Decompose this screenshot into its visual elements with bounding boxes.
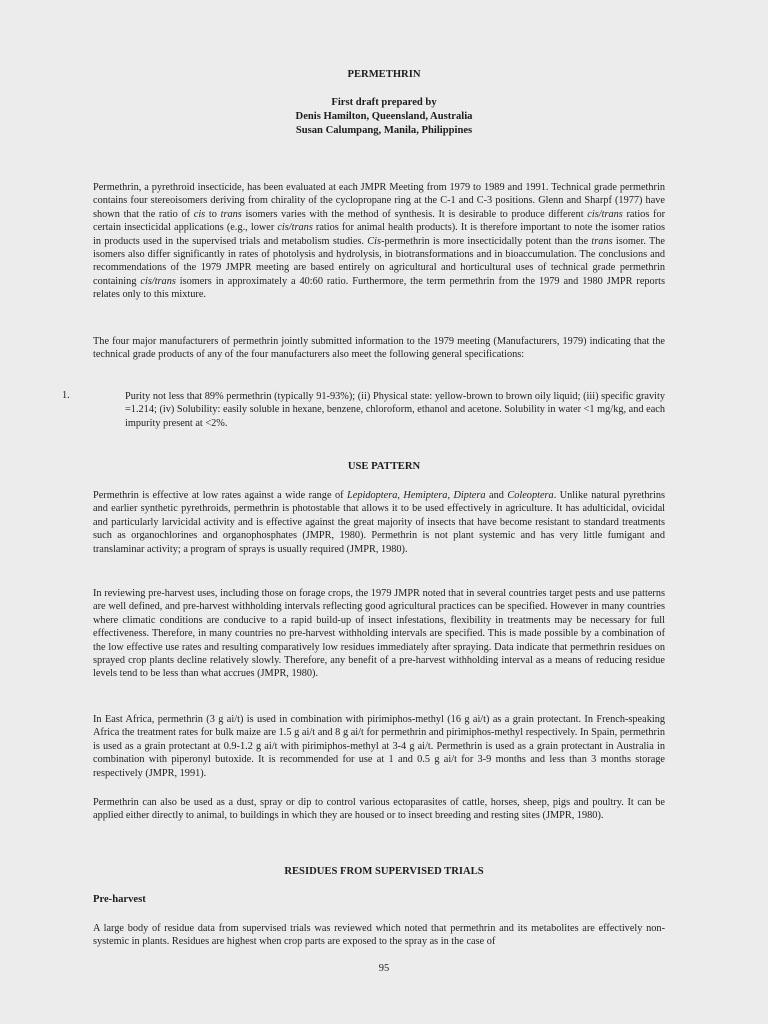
- use-pattern-paragraph-3: In East Africa, permethrin (3 g ai/t) is used in combination with pirimiphos-methyl (16 g ai/t) as a grain protectant. In French-speaking Africa the treatment rates for bulk maize are 1.5 g ai/t and 8 g ai/t for permethrin and pirimiphos-methyl respectively. In Spain, permethrin is used as a grain protectant at 0.9-1.2 g ai/t with pirimiphos-methyl at 3-4 g ai/t. Permethrin is used as a grain protectant in Australia in combination with piperonyl butoxide. It is recommended for use at 1 and 0.5 g ai/t for 3-9 months and less than 3 months storage respectively (JMPR, 1991).: [93, 714, 665, 779]
- residues-paragraph-1: A large body of residue data from supervised trials was reviewed which noted that permethrin and its metabolites are effectively non-systemic in plants. Residues are highest when crop parts are exposed to the spray as in the case of: [93, 923, 665, 948]
- spec-item-number: 1.: [62, 390, 70, 401]
- document-title: PERMETHRIN: [347, 69, 421, 80]
- author-line-1: Denis Hamilton, Queensland, Australia: [295, 111, 473, 122]
- author-line-2: Susan Calumpang, Manila, Philippines: [295, 125, 473, 136]
- page-number: 95: [378, 963, 390, 974]
- use-pattern-paragraph-4: Permethrin can also be used as a dust, spray or dip to control various ectoparasites of cattle, horses, sheep, pigs and poultry. It can be applied either directly to animal, to buildings in which they are housed or to insect breeding and resting sites (JMPR, 1980).: [93, 797, 665, 822]
- spec-item-text: Purity not less that 89% permethrin (typically 91-93%); (ii) Physical state: yellow-brown to brown oily liquid; (iii) specific gravity =1.214; (iv) Solubility: easily soluble in hexane, benzene, chloroform, ethanol and acetone. Solubility in water <1 mg/kg, and each impurity present at <2%.: [125, 391, 665, 429]
- intro-paragraph-2: The four major manufacturers of permethrin jointly submitted information to the 1979 meeting (Manufacturers, 1979) indicating that the technical grade products of any of the four manufacturers also meet the following general specifications:: [93, 336, 665, 361]
- intro-paragraph-1: Permethrin, a pyrethroid insecticide, has been evaluated at each JMPR Meeting from 1979 to 1989 and 1991. Technical grade permethrin contains four stereoisomers deriving from chirality of the cyclopropane ring at the C-1 and C-3 positions. Glenn and Sharpf (1977) have shown that the ratio of cis to trans isomers varies with the method of synthesis. It is desirable to produce different cis/trans ratios for certain insecticidal applications (e.g., lower cis/trans ratios for animal health products). It is therefore important to note the isomer ratios in products used in the supervised trials and metabolism studies. Cis-permethrin is more insecticidally potent than the trans isomer. The isomers also differ significantly in rates of photolysis and hydrolysis, in biotransformations and in bioaccumulation. The conclusions and recommendations of the 1979 JMPR meeting are based entirely on agricultural and horticultural uses of technical grade permethrin containing cis/trans isomers in approximately a 40:60 ratio. Furthermore, the term permethrin from the 1979 and 1980 JMPR reports relates only to this mixture.: [93, 182, 666, 301]
- section-heading-residues: RESIDUES FROM SUPERVISED TRIALS: [284, 866, 484, 877]
- use-pattern-paragraph-1: Permethrin is effective at low rates against a wide range of Lepidoptera, Hemiptera, Diptera and Coleoptera. Unlike natural pyrethrins and earlier synthetic pyrethroids, permethrin is photostable that allows it to be used effectively in agriculture. It has adulticidal, ovicidal and particularly larvicidal activity and is effective against the great majority of insects that have become resistant to standard treatments such as organochlorines and organophosphates (JMPR, 1980). Permethrin is not plant systemic and has very little fumigant and translaminar activity; a program of sprays is usually required (JMPR, 1980).: [93, 490, 666, 555]
- subheading-pre-harvest: Pre-harvest: [93, 894, 146, 905]
- use-pattern-paragraph-2: In reviewing pre-harvest uses, including those on forage crops, the 1979 JMPR noted that in several countries target pests and use patterns are well defined, and pre-harvest withholding intervals reflecting good agricultural practices can be specified. However in many countries where climatic conditions are conducive to a rapid build-up of insect infestations, flexibility in treatments may be necessary for full effectiveness. Therefore, in many countries no pre-harvest withholding intervals are specified. This is made possible by a combination of the low effective use rates and resulting comparatively low residues immediately after spraying. Data indicate that permethrin residues on sprayed crop plants decline relatively slowly. Therefore, any benefit of a pre-harvest withholding interval as a means of reducing residue levels tend to be less than what accrues (JMPR, 1980).: [93, 588, 665, 680]
- draft-line: First draft prepared by: [331, 97, 437, 108]
- section-heading-use-pattern: USE PATTERN: [347, 461, 421, 472]
